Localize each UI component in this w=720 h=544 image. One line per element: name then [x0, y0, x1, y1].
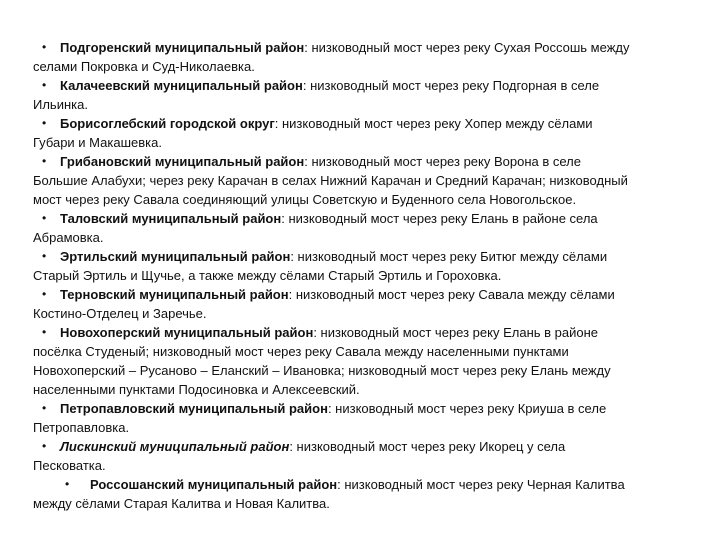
item-first-line	[0, 399, 720, 418]
district-name: Таловский муниципальный район	[60, 211, 282, 226]
list-item	[0, 247, 720, 285]
list-item	[0, 475, 720, 513]
item-first-line	[0, 38, 720, 57]
item-continuation: Губари и Макашевка.	[33, 135, 162, 150]
district-name: Петропавловский муниципальный район	[60, 401, 328, 416]
list-item	[0, 152, 720, 209]
bullet-icon: •	[42, 439, 47, 453]
district-name: Россошанский муниципальный район	[90, 477, 338, 492]
bullet-icon: •	[42, 154, 47, 168]
item-continuation: Костино-Отделец и Заречье.	[33, 306, 207, 321]
item-text: : низководный мост через реку Хопер между сёлами	[274, 116, 593, 131]
item-continuation: Новохоперский – Русаново – Еланский – Ивановка; низководный мост через реку Елань между	[33, 363, 611, 378]
bullet-icon: •	[42, 287, 47, 301]
item-text: : низководный мост через реку Черная Калитва	[337, 477, 625, 492]
item-first-line	[0, 247, 720, 266]
list-item	[0, 209, 720, 247]
item-continuation: мост через реку Савала соединяющий улицы Советскую и Буденного села Новогольское.	[33, 192, 577, 207]
item-text: : низководный мост через реку Икорец у села	[289, 439, 566, 454]
district-name: Терновский муниципальный район	[60, 287, 289, 302]
item-text: : низководный мост через реку Ворона в селе	[304, 154, 581, 169]
list-item	[0, 38, 720, 76]
item-first-line	[0, 76, 720, 95]
bullet-icon: •	[42, 116, 47, 130]
item-continuation: Петропавловка.	[33, 420, 130, 435]
item-first-line	[0, 285, 720, 304]
item-continuation: Песковатка.	[33, 458, 106, 473]
item-text: : низководный мост через реку Сухая Россошь между	[304, 40, 630, 55]
list-item	[0, 285, 720, 323]
item-first-line	[0, 323, 720, 342]
list-item	[0, 114, 720, 152]
list-item	[0, 437, 720, 475]
bullet-icon: •	[42, 249, 47, 263]
item-text: : низководный мост через реку Елань в районе	[313, 325, 599, 340]
district-name: Подгоренский муниципальный район	[60, 40, 305, 55]
bullet-icon: •	[42, 78, 47, 92]
item-text: : низководный мост через реку Савала между сёлами	[288, 287, 615, 302]
district-name: Калачеевский муниципальный район	[60, 78, 303, 93]
list-item	[0, 76, 720, 114]
item-continuation: посёлка Студеный; низководный мост через реку Савала между населенными пунктами	[33, 344, 569, 359]
bullet-icon: •	[42, 40, 47, 54]
district-name: Лискинский муниципальный район	[60, 439, 290, 454]
item-text: : низководный мост через реку Подгорная в селе	[302, 78, 600, 93]
item-first-line	[0, 475, 720, 494]
item-first-line	[0, 437, 720, 456]
bullet-icon: •	[42, 325, 47, 339]
item-first-line	[0, 209, 720, 228]
item-text: : низководный мост через реку Битюг между сёлами	[290, 249, 608, 264]
item-continuation: селами Покровка и Суд-Николаевка.	[33, 59, 255, 74]
item-text: : низководный мост через реку Криуша в селе	[327, 401, 607, 416]
item-continuation: Большие Алабухи; через реку Карачан в селах Нижний Карачан и Средний Карачан; низководный	[33, 173, 628, 188]
item-text: : низководный мост через реку Елань в районе села	[281, 211, 598, 226]
item-continuation: Ильинка.	[33, 97, 88, 112]
item-continuation: Старый Эртиль и Щучье, а также между сёлами Старый Эртиль и Гороховка.	[33, 268, 502, 283]
district-name: Грибановский муниципальный район	[60, 154, 305, 169]
list-item	[0, 399, 720, 437]
document-body	[0, 38, 720, 513]
item-first-line	[0, 152, 720, 171]
bullet-icon: •	[65, 477, 70, 491]
district-name: Эртильский муниципальный район	[60, 249, 291, 264]
item-continuation: населенными пунктами Подосиновка и Алексеевский.	[33, 382, 360, 397]
district-name: Борисоглебский городской округ	[60, 116, 275, 131]
bullet-icon: •	[42, 401, 47, 415]
list-item	[0, 323, 720, 399]
item-first-line	[0, 114, 720, 133]
item-continuation: Абрамовка.	[33, 230, 104, 245]
district-name: Новохоперский муниципальный район	[60, 325, 314, 340]
bullet-icon: •	[42, 211, 47, 225]
item-continuation: между сёлами Старая Калитва и Новая Калитва.	[33, 496, 330, 511]
